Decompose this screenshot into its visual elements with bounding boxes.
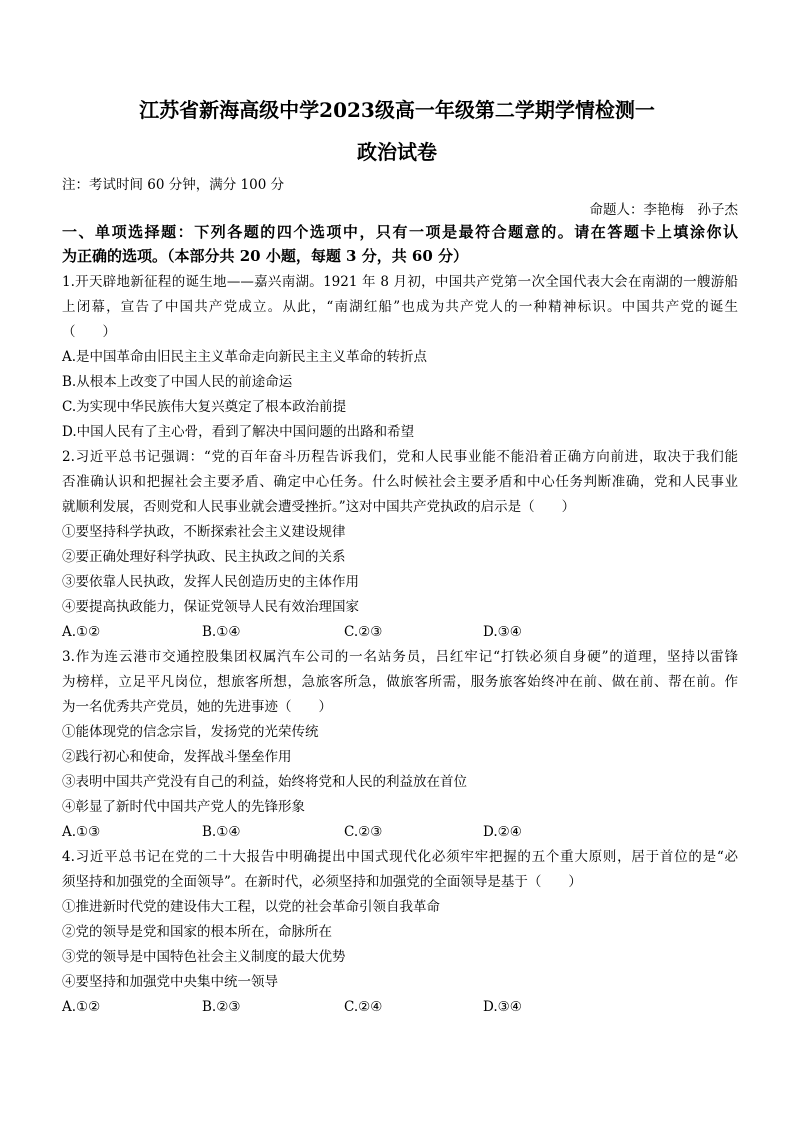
exam-title: 江苏省新海高级中学2023级高一年级第二学期学情检测一 [139,98,655,122]
q1-option-c: C.为实现中华民族伟大复兴奠定了根本政治前提 [62,399,347,415]
q2-option-b: B.①④ [202,624,241,640]
q3-statement-4: ④彰显了新时代中国共产党人的先锋形象 [62,799,305,815]
q3-statement-3: ③表明中国共产党没有自己的利益，始终将党和人民的利益放在首位 [62,774,467,790]
q2-statement-4: ④要提高执政能力，保证党领导人民有效治理国家 [62,599,359,615]
q2-option-c: C.②③ [344,624,383,640]
q1-stem-line1: 1.开天辟地新征程的诞生地——嘉兴南湖。1921 年 8 月初，中国共产党第一次全国代表大会在南湖的一艘游船 [62,274,738,290]
q1-stem-line3: （ ） [62,324,116,340]
q4-statement-1: ①推进新时代党的建设伟大工程，以党的社会革命引领自我革命 [62,899,440,915]
q2-statement-3: ③要依靠人民执政，发挥人民创造历史的主体作用 [62,574,359,590]
q3-statement-1: ①能体现党的信念宗旨，发扬党的光荣传统 [62,724,319,740]
exam-subject: 政治试卷 [357,140,437,164]
q3-option-c: C.②③ [344,824,383,840]
q4-option-b: B.②③ [202,999,241,1015]
q4-option-d: D.③④ [483,999,522,1015]
q3-stem-line3: 为一名优秀共产党员，她的先进事迹（ ） [62,699,332,715]
q3-stem-line2: 为榜样，立足平凡岗位，想旅客所想，急旅客所急，做旅客所需，服务旅客始终冲在前、做在前、帮在前。作 [62,674,738,690]
q2-stem-line3: 就顺利发展，否则党和人民事业就会遭受挫折。”这对中国共产党执政的启示是（ ） [62,499,576,515]
q4-statement-2: ②党的领导是党和国家的根本所在，命脉所在 [62,924,332,940]
q3-option-d: D.②④ [483,824,522,840]
q4-option-a: A.①② [62,999,101,1015]
q4-option-c: C.②④ [344,999,383,1015]
q4-stem-line2: 须坚持和加强党的全面领导”。在新时代，必须坚持和加强党的全面领导是基于（ ） [62,874,582,890]
q2-option-d: D.③④ [483,624,522,640]
q3-stem-line1: 3.作为连云港市交通控股集团权属汽车公司的一名站务员，吕红牢记“打铁必须自身硬”的道理，坚持以雷锋 [62,649,738,665]
q4-statement-3: ③党的领导是中国特色社会主义制度的最大优势 [62,949,346,965]
q1-option-d: D.中国人民有了主心骨，看到了解决中国问题的出路和希望 [62,424,415,440]
section-heading-line2: 为正确的选项。（本部分共 20 小题，每题 3 分，共 60 分） [62,247,469,265]
q2-statement-2: ②要正确处理好科学执政、民主执政之间的关系 [62,549,346,565]
exam-authors: 命题人：李艳梅 孙子杰 [589,202,738,218]
q1-stem-line2: 上闭幕，宣告了中国共产党成立。从此，“南湖红船”也成为共产党人的一种精神标识。中国共产党的诞生 [62,299,738,315]
q4-stem-line1: 4.习近平总书记在党的二十大报告中明确提出中国式现代化必须牢牢把握的五个重大原则，居于首位的是“必 [62,849,738,865]
q2-stem-line2: 否准确认识和把握社会主要矛盾、确定中心任务。什么时候社会主要矛盾和中心任务判断准确，党和人民事业 [62,474,738,490]
q2-stem-line1: 2.习近平总书记强调：“党的百年奋斗历程告诉我们，党和人民事业能不能沿着正确方向前进，取决于我们能 [62,449,738,465]
q3-option-b: B.①④ [202,824,241,840]
q2-option-a: A.①② [62,624,101,640]
exam-note: 注：考试时间 60 分钟，满分 100 分 [62,177,285,193]
q3-option-a: A.①③ [62,824,101,840]
q1-option-b: B.从根本上改变了中国人民的前途命运 [62,374,293,390]
q1-option-a: A.是中国革命由旧民主主义革命走向新民主主义革命的转折点 [62,349,428,365]
section-heading-line1: 一、单项选择题：下列各题的四个选项中，只有一项是最符合题意的。请在答题卡上填涂你认 [62,223,738,241]
q3-statement-2: ②践行初心和使命，发挥战斗堡垒作用 [62,749,292,765]
q4-statement-4: ④要坚持和加强党中央集中统一领导 [62,974,278,990]
q2-statement-1: ①要坚持科学执政，不断探索社会主义建设规律 [62,524,346,540]
